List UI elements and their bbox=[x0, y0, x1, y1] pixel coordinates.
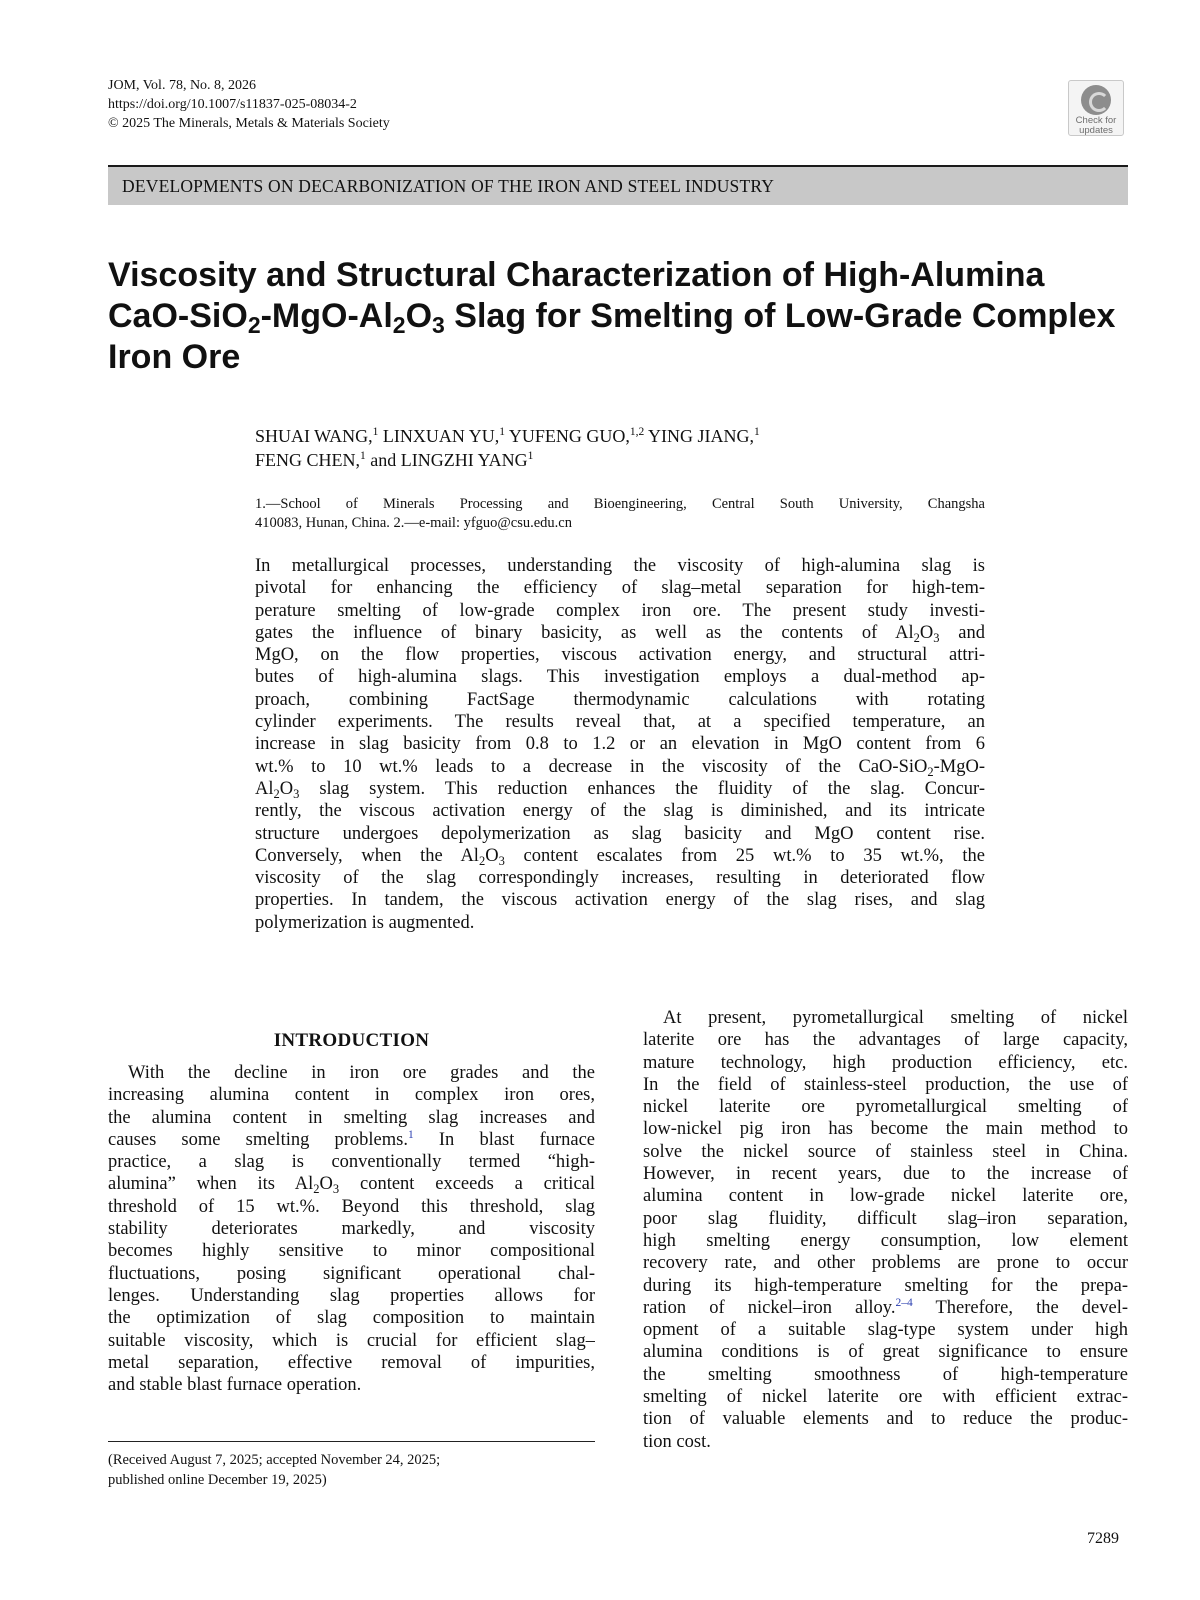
intro-line: practice, a slag is conventionally termed “high- bbox=[108, 1152, 595, 1173]
introduction-heading: INTRODUCTION bbox=[273, 1030, 430, 1051]
abstract-line: structure undergoes depolymerization as slag basicity and MgO content rise. bbox=[255, 823, 985, 844]
intro-line: lenges. Understanding slag properties allows for bbox=[108, 1285, 595, 1306]
citation-link[interactable]: 2–4 bbox=[895, 1296, 913, 1309]
body-line: alumina content in low-grade nickel laterite ore, bbox=[643, 1186, 1128, 1207]
abstract-line: viscosity of the slag correspondingly increases, resulting in deteriorated flow bbox=[255, 868, 985, 889]
body-line: solve the nickel source of stainless steel in China. bbox=[643, 1141, 1128, 1162]
body-line: At present, pyrometallurgical smelting of nickel bbox=[663, 1008, 1128, 1028]
abstract bbox=[255, 555, 985, 934]
journal-header bbox=[108, 76, 390, 133]
body-line: tion of valuable elements and to reduce the produc- bbox=[643, 1409, 1128, 1430]
abstract-line: butes of high-alumina slags. This investigation employs a dual-method ap- bbox=[255, 667, 985, 688]
right-column-paragraph bbox=[643, 1007, 1128, 1453]
intro-line: alumina” when its $Al_2O_3$ content exceeds a critical bbox=[108, 1174, 595, 1196]
section-banner bbox=[108, 165, 1128, 205]
abstract-line: wt.% to 10 wt.% leads to a decrease in the viscosity of the CaO-SiO$_2$-MgO- bbox=[255, 756, 985, 778]
intro-line: becomes highly sensitive to minor compositional bbox=[108, 1241, 595, 1262]
journal-citation: JOM, Vol. 78, No. 8, 2026 bbox=[108, 78, 257, 93]
body-line: during its high-temperature smelting for the prepa- bbox=[643, 1275, 1128, 1296]
abstract-line: In metallurgical processes, understanding the viscosity of high-alumina slag is bbox=[255, 556, 985, 576]
affiliation-line: 410083, Hunan, China. 2.—e-mail: yfguo@csu.edu.cn bbox=[255, 515, 572, 531]
intro-line: the optimization of slag composition to maintain bbox=[108, 1308, 595, 1329]
intro-line: fluctuations, posing significant operational chal- bbox=[108, 1263, 595, 1284]
body-line: alumina conditions is of great significance to ensure bbox=[643, 1342, 1128, 1363]
abstract-line: MgO, on the flow properties, viscous activation energy, and structural attri- bbox=[255, 645, 985, 666]
intro-line: causes some smelting problems.$^1$ In blast furnace bbox=[108, 1128, 595, 1150]
body-line: opment of a suitable slag-type system under high bbox=[643, 1320, 1128, 1341]
body-line: high smelting energy consumption, low element bbox=[643, 1230, 1128, 1251]
section-banner-text: DEVELOPMENTS ON DECARBONIZATION OF THE IRON AND STEEL INDUSTRY bbox=[122, 176, 775, 196]
copyright-line: © 2025 The Minerals, Metals & Materials Society bbox=[108, 116, 390, 131]
intro-line: suitable viscosity, which is crucial for efficient slag– bbox=[108, 1330, 595, 1351]
intro-line: With the decline in iron ore grades and the bbox=[128, 1063, 595, 1083]
crossmark-icon bbox=[1081, 85, 1111, 115]
received-line: published online December 19, 2025) bbox=[108, 1471, 327, 1488]
abstract-line: cylinder experiments. The results reveal that, at a specified temperature, an bbox=[255, 712, 985, 733]
intro-line: stability deteriorates markedly, and viscosity bbox=[108, 1219, 595, 1240]
article-title bbox=[108, 255, 1148, 378]
body-line: ration of nickel–iron alloy.$^{2-4}$ Therefore, the devel- bbox=[643, 1296, 1128, 1318]
body-line: low-nickel pig iron has become the main method to bbox=[643, 1119, 1128, 1140]
title-line: CaO-$SiO_2-MgO-Al_2O_3$ Slag for Smelting of Low-Grade Complex bbox=[108, 297, 1116, 338]
intro-line: metal separation, effective removal of impurities, bbox=[108, 1352, 595, 1373]
intro-line: and stable blast furnace operation. bbox=[108, 1375, 362, 1396]
abstract-line: rently, the viscous activation energy of the slag is diminished, and its intricate bbox=[255, 801, 985, 822]
abstract-line: $Al_2O_3$ slag system. This reduction enhances the fluidity of the slag. Concur- bbox=[255, 778, 985, 801]
body-line: nickel laterite ore pyrometallurgical smelting of bbox=[643, 1097, 1128, 1118]
abstract-line: properties. In tandem, the viscous activation energy of the slag rises, and slag bbox=[255, 890, 985, 911]
abstract-line: increase in slag basicity from 0.8 to 1.2 or an elevation in MgO content from 6 bbox=[255, 734, 985, 755]
body-line: In the field of stainless-steel production, the use of bbox=[643, 1074, 1128, 1095]
check-for-updates-badge[interactable] bbox=[1068, 80, 1124, 136]
abstract-line: polymerization is augmented. bbox=[255, 912, 475, 933]
body-line: recovery rate, and other problems are prone to occur bbox=[643, 1253, 1128, 1274]
affiliation-line: 1.—School of Minerals Processing and Bioengineering, Central South University, Changsha bbox=[255, 496, 985, 512]
citation-link[interactable]: 1 bbox=[407, 1128, 414, 1141]
badge-label-line1: Check for bbox=[1075, 115, 1117, 126]
intro-line: the alumina content in smelting slag increases and bbox=[108, 1107, 595, 1128]
author-line: FENG CHEN,$^1$ and LINGZHI YANG$^1$ bbox=[255, 450, 534, 470]
introduction-paragraph bbox=[108, 1062, 595, 1396]
intro-line: threshold of 15 wt.%. Beyond this threshold, slag bbox=[108, 1196, 595, 1217]
title-line: Iron Ore bbox=[108, 338, 241, 376]
body-line: poor slag fluidity, difficult slag–iron separation, bbox=[643, 1208, 1128, 1229]
intro-line: increasing alumina content in complex iron ores, bbox=[108, 1085, 595, 1106]
body-line: laterite ore has the advantages of large capacity, bbox=[643, 1030, 1128, 1051]
abstract-line: pivotal for enhancing the efficiency of slag–metal separation for high-tem- bbox=[255, 578, 985, 599]
body-line: the smelting smoothness of high-temperature bbox=[643, 1364, 1128, 1385]
body-line: mature technology, high production efficiency, etc. bbox=[643, 1052, 1128, 1073]
affiliations bbox=[255, 495, 985, 533]
received-dates bbox=[108, 1451, 440, 1490]
body-line: However, in recent years, due to the increase of bbox=[643, 1164, 1128, 1185]
author-list bbox=[255, 424, 760, 472]
body-line: smelting of nickel laterite ore with efficient extrac- bbox=[643, 1387, 1128, 1408]
body-line: tion cost. bbox=[643, 1431, 711, 1452]
author-line: SHUAI WANG,$^1$ LINXUAN YU,$^1$ YUFENG GUO,$^{1,2}$ YING JIANG,$^1$ bbox=[255, 426, 760, 446]
abstract-line: Conversely, when the $Al_2O_3$ content escalates from 25 wt.% to 35 wt.%, the bbox=[255, 845, 985, 868]
footnote-divider bbox=[108, 1441, 595, 1442]
abstract-line: perature smelting of low-grade complex iron ore. The present study investi- bbox=[255, 600, 985, 621]
title-line: Viscosity and Structural Characterization of High-Alumina bbox=[108, 256, 1045, 294]
badge-label-line2: updates bbox=[1079, 125, 1113, 136]
abstract-line: proach, combining FactSage thermodynamic calculations with rotating bbox=[255, 689, 985, 710]
received-line: (Received August 7, 2025; accepted November 24, 2025; bbox=[108, 1452, 441, 1468]
page-number: 7289 bbox=[1087, 1530, 1119, 1547]
abstract-line: gates the influence of binary basicity, as well as the contents of $Al_2O_3$ and bbox=[255, 622, 985, 645]
doi-link[interactable]: https://doi.org/10.1007/s11837-025-08034-2 bbox=[108, 97, 357, 112]
